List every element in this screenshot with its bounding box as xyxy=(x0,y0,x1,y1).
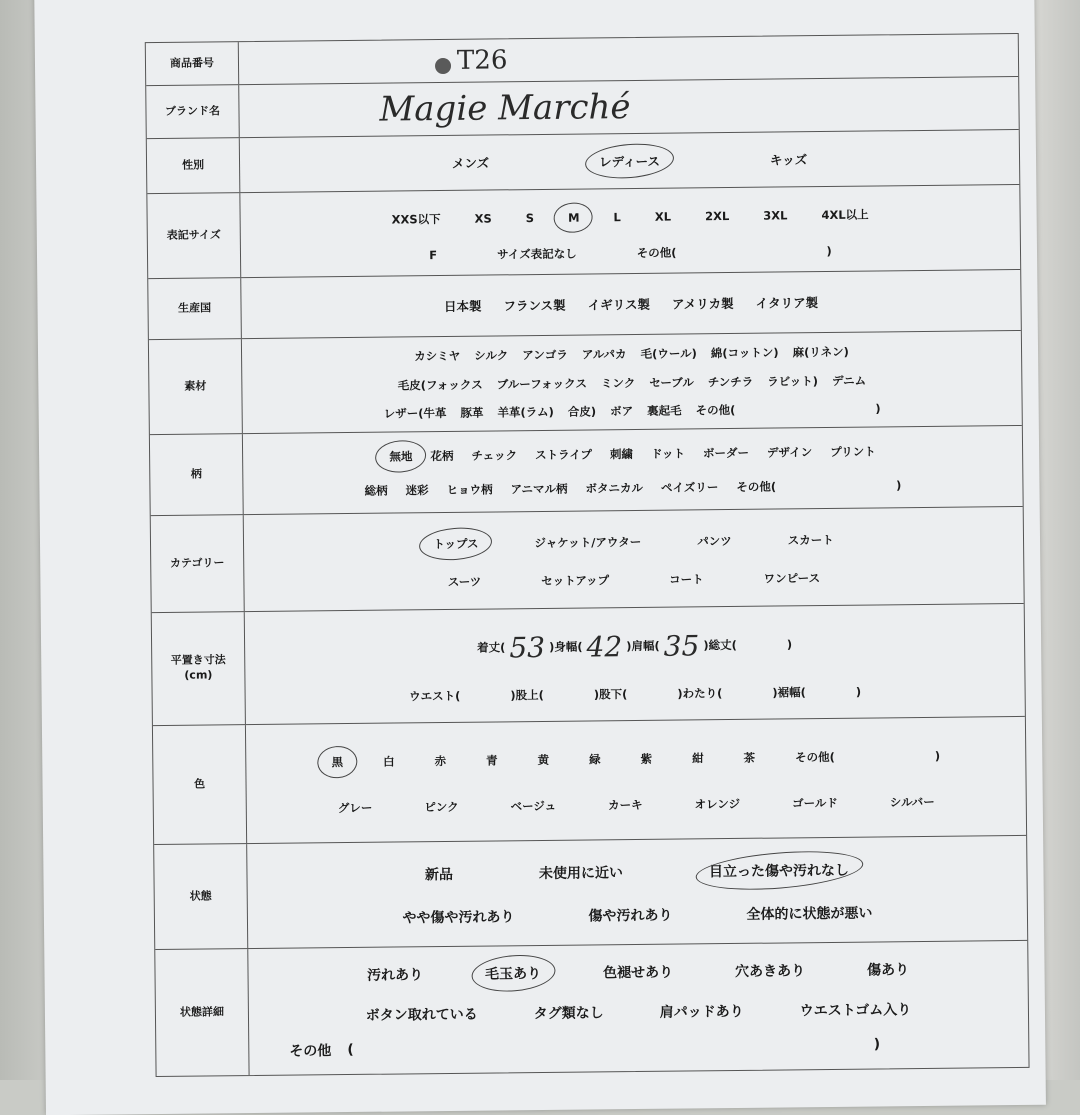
size-option[interactable]: XXS以下 xyxy=(391,212,441,227)
row-size xyxy=(147,184,1020,278)
pattern-option[interactable]: ボタニカル xyxy=(585,480,644,496)
condition-option[interactable]: 未使用に近い xyxy=(538,865,624,883)
color-option[interactable]: 紺 xyxy=(691,751,704,766)
condition-option-no-noticeable-damage[interactable]: 目立った傷や汚れなし xyxy=(709,860,849,881)
row-gender xyxy=(147,129,1020,193)
material-option[interactable]: 合皮) xyxy=(567,404,597,419)
thigh-label: )わたり( xyxy=(677,686,723,701)
size-option-other[interactable]: その他( ) xyxy=(636,243,832,260)
detail-option[interactable]: ボタン取れている xyxy=(365,1006,478,1024)
color-option[interactable]: 黄 xyxy=(537,752,550,768)
product-number-cell xyxy=(239,34,1018,84)
material-option[interactable]: ブルーフォックス xyxy=(496,376,588,392)
waist-label: ウエスト( xyxy=(409,688,461,704)
detail-other-close: ) xyxy=(873,1036,881,1053)
inseam-label: )股下( xyxy=(593,687,628,702)
category-cell xyxy=(244,507,1024,611)
pattern-option[interactable]: ボーダー xyxy=(702,445,750,461)
material-option-other[interactable]: その他( ) xyxy=(695,401,881,418)
label-condition-detail: 状態詳細 xyxy=(155,949,249,1076)
material-option[interactable]: デニム xyxy=(831,373,867,388)
label-condition: 状態 xyxy=(154,844,248,949)
condition-cell xyxy=(247,836,1027,948)
color-option[interactable]: 紫 xyxy=(640,751,653,766)
row-category xyxy=(151,506,1024,612)
size-option[interactable]: XS xyxy=(474,211,492,226)
material-option[interactable]: ボア xyxy=(610,404,634,419)
size-option[interactable]: サイズ表記なし xyxy=(497,246,577,262)
detail-option-pilling[interactable]: 毛玉あり xyxy=(485,963,541,984)
material-option[interactable]: ミンク xyxy=(600,375,636,391)
label-product-number: 商品番号 xyxy=(146,42,239,85)
country-option[interactable]: アメリカ製 xyxy=(671,295,734,312)
color-option[interactable]: ゴールド xyxy=(791,795,838,811)
row-measurements xyxy=(152,603,1025,725)
country-option[interactable]: 日本製 xyxy=(443,298,482,314)
total-length-close: ) xyxy=(786,637,793,652)
category-option-tops[interactable]: トップス xyxy=(433,536,478,552)
color-option[interactable]: 白 xyxy=(382,754,395,769)
pattern-option-other[interactable]: その他( ) xyxy=(736,478,902,494)
paper-sheet xyxy=(34,0,1046,1115)
color-option[interactable]: 茶 xyxy=(743,750,756,765)
row-condition xyxy=(154,835,1027,949)
pattern-cell xyxy=(243,426,1023,514)
brand-value: Magie Marché xyxy=(379,87,631,130)
category-option[interactable]: コート xyxy=(669,572,704,587)
pattern-option[interactable]: ドット xyxy=(650,446,686,461)
size-option[interactable]: XL xyxy=(654,209,672,224)
category-option[interactable]: ジャケット/アウター xyxy=(534,534,642,551)
size-option[interactable]: L xyxy=(613,210,621,225)
material-option[interactable]: レザー(牛革 xyxy=(383,405,447,421)
length-value[interactable]: 53 xyxy=(509,630,546,664)
color-option[interactable]: 青 xyxy=(485,753,498,768)
pattern-option[interactable]: 花柄 xyxy=(430,448,454,464)
gender-option-ladies[interactable]: レディース xyxy=(599,152,660,171)
brand-cell xyxy=(239,77,1019,137)
measurements-cell xyxy=(245,604,1025,724)
pattern-option[interactable]: 刺繍 xyxy=(609,447,634,462)
category-option[interactable]: スカート xyxy=(787,532,834,548)
size-option-m[interactable]: M xyxy=(568,211,580,225)
color-option-other[interactable]: その他( ) xyxy=(794,748,941,765)
shoulder-label: )肩幅( xyxy=(626,638,660,654)
color-option[interactable]: シルバー xyxy=(889,794,935,810)
detail-option[interactable]: 色褪せあり xyxy=(602,964,674,982)
color-option[interactable]: 緑 xyxy=(588,752,601,767)
pattern-option[interactable]: デザイン xyxy=(766,445,813,460)
row-country xyxy=(148,269,1021,339)
material-option[interactable]: カシミヤ xyxy=(414,348,461,364)
condition-option[interactable]: やや傷や汚れあり xyxy=(402,909,515,927)
material-option[interactable]: チンチラ xyxy=(707,374,754,390)
hem-label: )裾幅( xyxy=(772,685,806,700)
label-material: 素材 xyxy=(149,339,243,434)
label-brand: ブランド名 xyxy=(146,85,240,138)
shoulder-value[interactable]: 35 xyxy=(663,628,700,663)
condition-option[interactable]: 傷や汚れあり xyxy=(588,907,673,925)
label-category: カテゴリー xyxy=(151,515,245,612)
pattern-option[interactable]: ストライプ xyxy=(535,447,593,463)
detail-option[interactable]: 汚れあり xyxy=(366,967,424,984)
material-option[interactable]: アンゴラ xyxy=(522,347,568,363)
row-color xyxy=(153,716,1026,844)
material-option[interactable]: ラビット) xyxy=(767,374,819,389)
condition-detail-cell xyxy=(248,941,1028,1075)
label-color: 色 xyxy=(153,725,247,844)
material-option[interactable]: アルパカ xyxy=(581,347,627,362)
hem-close: ) xyxy=(855,684,862,699)
pattern-option[interactable]: ペイズリー xyxy=(660,480,719,495)
row-brand xyxy=(146,76,1019,138)
condition-option[interactable]: 全体的に状態が悪い xyxy=(746,905,873,923)
color-option[interactable]: カーキ xyxy=(608,797,643,813)
detail-option[interactable]: タグ類なし xyxy=(533,1005,604,1023)
material-option[interactable]: 毛皮(フォックス xyxy=(397,377,483,393)
color-option[interactable]: ピンク xyxy=(424,799,459,815)
pattern-option[interactable]: アニマル柄 xyxy=(510,481,568,497)
category-option[interactable]: セットアップ xyxy=(541,573,610,588)
condition-option[interactable]: 新品 xyxy=(424,866,454,884)
row-material xyxy=(149,330,1022,434)
size-cell xyxy=(240,185,1020,277)
country-option[interactable]: フランス製 xyxy=(503,297,566,314)
country-cell xyxy=(241,270,1021,338)
gender-cell xyxy=(240,130,1020,192)
detail-other-label: その他 xyxy=(289,1043,332,1060)
color-option[interactable]: グレー xyxy=(337,800,373,816)
size-option[interactable]: 4XL以上 xyxy=(821,207,869,223)
color-option[interactable]: ベージュ xyxy=(510,798,557,814)
category-option[interactable]: ワンピース xyxy=(763,571,821,586)
material-option[interactable]: シルク xyxy=(474,348,509,363)
color-cell xyxy=(246,717,1026,843)
material-option[interactable]: 裏起毛 xyxy=(647,403,682,418)
material-option[interactable]: 綿(コットン) xyxy=(710,345,779,361)
pattern-option[interactable]: チェック xyxy=(471,448,518,463)
label-pattern: 柄 xyxy=(150,434,244,515)
detail-other-open: ( xyxy=(347,1041,354,1059)
material-option[interactable]: 豚革 xyxy=(460,405,484,420)
ink-blot-icon xyxy=(435,57,451,73)
label-gender: 性別 xyxy=(147,138,241,193)
color-option[interactable]: オレンジ xyxy=(694,796,741,812)
width-value[interactable]: 42 xyxy=(586,629,623,664)
label-country: 生産国 xyxy=(148,278,242,339)
pattern-option[interactable]: ヒョウ柄 xyxy=(446,482,493,497)
gender-option-mens[interactable]: メンズ xyxy=(451,155,490,171)
product-number-value: T26 xyxy=(456,45,508,76)
row-pattern xyxy=(150,425,1023,515)
size-option[interactable]: 2XL xyxy=(704,209,730,224)
rise-label: )股上( xyxy=(510,687,544,703)
category-option[interactable]: スーツ xyxy=(447,574,482,589)
pattern-option[interactable]: 迷彩 xyxy=(405,483,429,498)
product-info-form xyxy=(145,33,1030,1077)
total-length-label: )総丈( xyxy=(703,637,737,653)
size-option[interactable]: 3XL xyxy=(763,208,788,223)
width-label: )身幅( xyxy=(548,639,583,654)
country-option[interactable]: イタリア製 xyxy=(755,295,819,311)
detail-option[interactable]: ウエストゴム入り xyxy=(799,1002,912,1020)
label-size: 表記サイズ xyxy=(147,193,241,278)
pattern-option[interactable]: プリント xyxy=(830,444,876,459)
material-option[interactable]: セーブル xyxy=(649,375,694,390)
detail-option[interactable]: 傷あり xyxy=(866,962,910,979)
size-option[interactable]: F xyxy=(429,248,438,263)
length-label: 着丈( xyxy=(477,640,506,655)
material-option[interactable]: 毛(ウール) xyxy=(640,346,697,361)
color-option-black[interactable]: 黒 xyxy=(331,754,343,770)
pattern-option-plain[interactable]: 無地 xyxy=(389,448,412,464)
gender-option-kids[interactable]: キッズ xyxy=(769,152,808,168)
detail-other-field[interactable] xyxy=(354,1045,874,1050)
material-option[interactable]: 羊革(ラム) xyxy=(497,404,554,420)
detail-option[interactable]: 肩パッドあり xyxy=(659,1003,744,1021)
detail-option[interactable]: 穴あきあり xyxy=(734,963,806,980)
country-option[interactable]: イギリス製 xyxy=(587,296,650,313)
material-cell xyxy=(242,331,1022,433)
material-option[interactable]: 麻(リネン) xyxy=(792,344,849,360)
category-option[interactable]: パンツ xyxy=(697,533,732,549)
size-option[interactable]: S xyxy=(525,211,535,226)
color-option[interactable]: 赤 xyxy=(434,753,447,769)
pattern-option[interactable]: 総柄 xyxy=(364,483,388,498)
row-condition-detail xyxy=(155,940,1028,1076)
label-measurements: 平置き寸法 (cm) xyxy=(152,612,246,725)
